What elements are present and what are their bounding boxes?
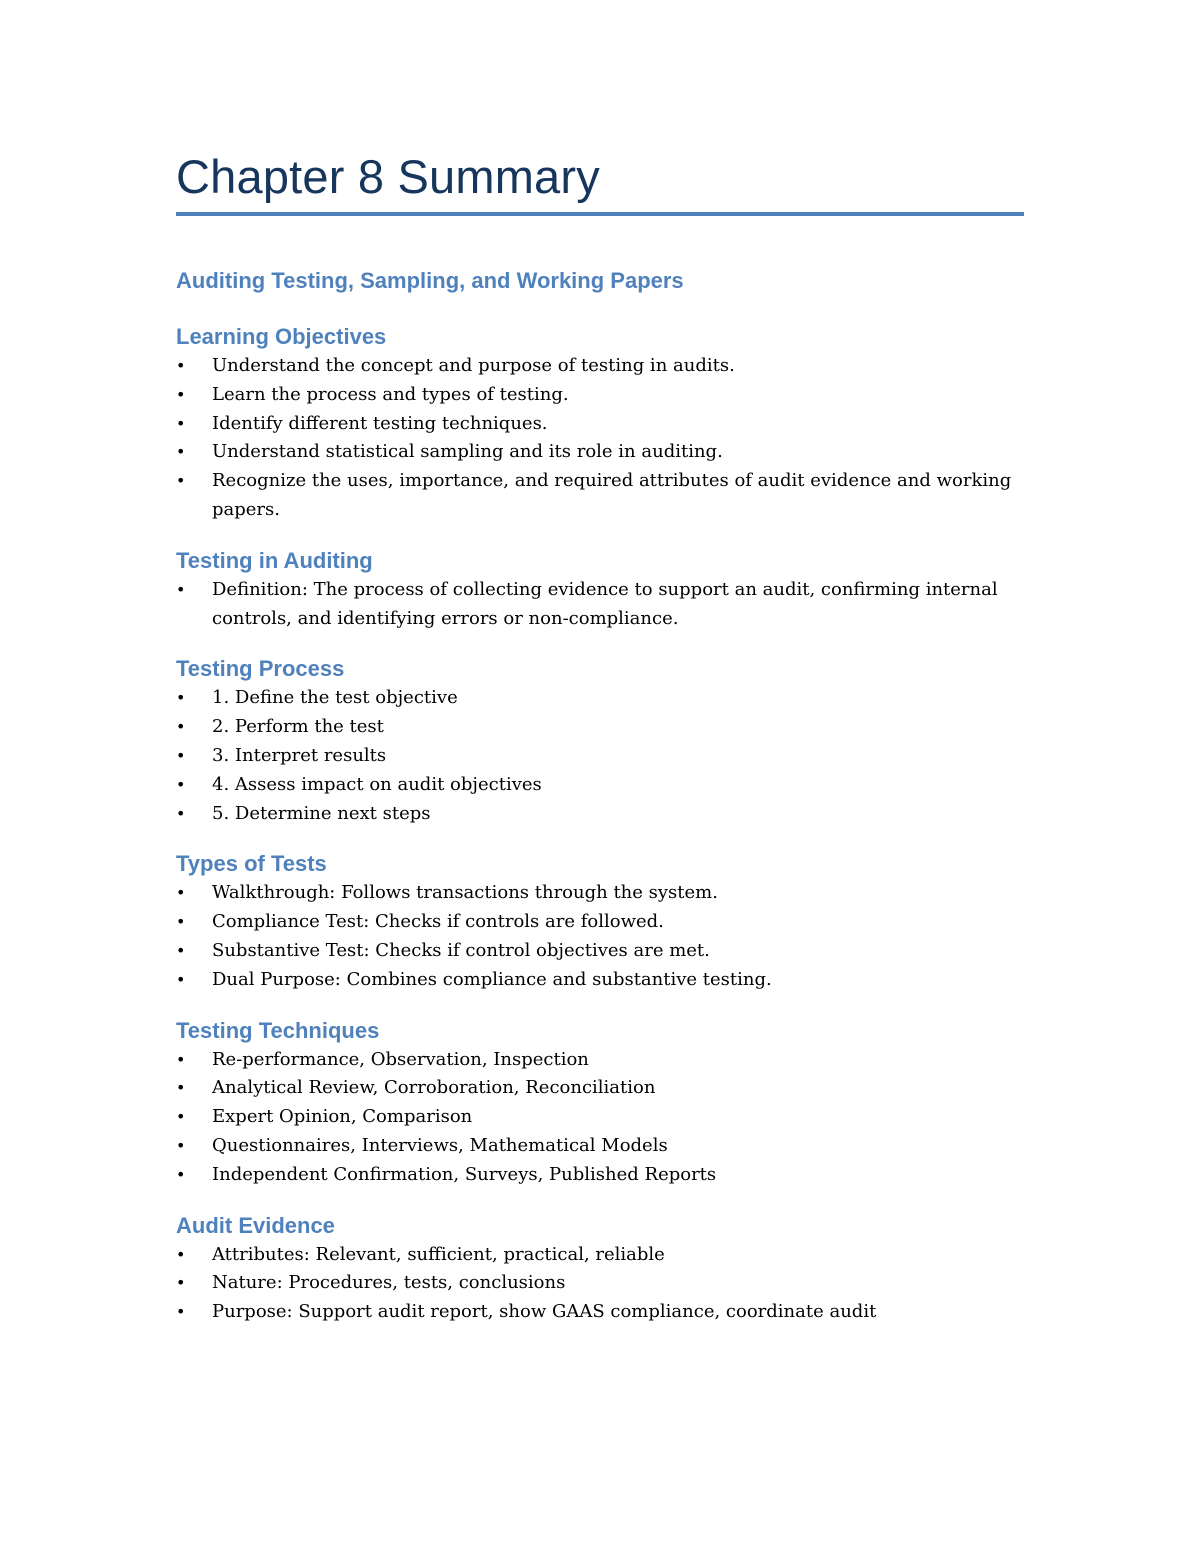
list-item-text: Learn the process and types of testing.	[212, 383, 569, 405]
bullet-icon: •	[176, 579, 186, 599]
list-item	[176, 800, 1024, 829]
list-item-text: Analytical Review, Corroboration, Reconciliation	[212, 1077, 656, 1099]
list-item	[176, 684, 1024, 713]
section-heading-testing-in-auditing: Testing in Auditing	[176, 547, 373, 573]
list-item	[176, 879, 1024, 908]
bullet-icon: •	[176, 883, 186, 903]
bullet-icon: •	[176, 1078, 186, 1098]
bullet-icon: •	[176, 1049, 186, 1069]
bullet-icon: •	[176, 745, 186, 765]
bullet-icon: •	[176, 912, 186, 932]
bullet-icon: •	[176, 1164, 186, 1184]
list-item	[176, 1074, 1024, 1103]
list-item-text: Understand the concept and purpose of testing in audits.	[212, 355, 735, 376]
list-item	[176, 771, 1024, 800]
list-item-text: Questionnaires, Interviews, Mathematical Models	[212, 1134, 668, 1156]
list-item-text: Compliance Test: Checks if controls are followed.	[212, 911, 664, 933]
bullet-icon: •	[176, 442, 186, 462]
list-item	[176, 467, 1024, 525]
section-heading-learning-objectives: Learning Objectives	[176, 324, 387, 349]
document-subtitle: Auditing Testing, Sampling, and Working Papers	[176, 268, 684, 293]
list-item	[176, 1241, 1024, 1270]
list-item-text: 1. Define the test objective	[212, 687, 458, 709]
bullet-icon: •	[176, 803, 186, 823]
bullet-icon: •	[176, 969, 186, 989]
document-page	[176, 148, 1024, 1327]
list-item	[176, 438, 1024, 467]
types-of-tests-list	[176, 879, 1024, 994]
list-item-text: Substantive Test: Checks if control objectives are met.	[212, 939, 710, 961]
bullet-icon: •	[176, 413, 186, 433]
list-item	[176, 937, 1024, 966]
list-item	[176, 576, 1024, 634]
title-underline-divider	[176, 212, 1024, 216]
list-item-text: Walkthrough: Follows transactions through the system.	[212, 882, 718, 904]
testing-in-auditing-list	[176, 576, 1024, 634]
list-item-text: Recognize the uses, importance, and required attributes of audit evidence and working papers.	[212, 470, 1012, 520]
section-heading-testing-techniques: Testing Techniques	[176, 1017, 380, 1043]
testing-techniques-list	[176, 1046, 1024, 1190]
list-item	[176, 381, 1024, 410]
list-item-text: Understand statistical sampling and its role in auditing.	[212, 441, 723, 463]
list-item-text: 4. Assess impact on audit objectives	[212, 773, 542, 795]
list-item	[176, 1161, 1024, 1190]
list-item	[176, 966, 1024, 995]
list-item-text: 3. Interpret results	[212, 744, 387, 766]
list-item-text: 5. Determine next steps	[212, 802, 431, 824]
list-item-text: Definition: The process of collecting evidence to support an audit, confirming internal controls, and identifying errors or non-compliance.	[212, 578, 998, 629]
bullet-icon: •	[176, 940, 186, 960]
learning-objectives-list	[176, 352, 1024, 525]
bullet-icon: •	[176, 384, 186, 404]
bullet-icon: •	[176, 1107, 186, 1127]
list-item-text: Re-performance, Observation, Inspection	[212, 1048, 589, 1070]
bullet-icon: •	[176, 471, 186, 491]
list-item-text: Expert Opinion, Comparison	[212, 1106, 473, 1128]
list-item	[176, 1132, 1024, 1161]
bullet-icon: •	[176, 774, 186, 794]
list-item	[176, 908, 1024, 937]
audit-evidence-list	[176, 1241, 1024, 1327]
bullet-icon: •	[176, 1273, 186, 1293]
list-item	[176, 1103, 1024, 1132]
list-item	[176, 742, 1024, 771]
bullet-icon: •	[176, 1244, 186, 1264]
bullet-icon: •	[176, 356, 186, 375]
list-item-text: Dual Purpose: Combines compliance and substantive testing.	[212, 968, 772, 990]
testing-process-list	[176, 684, 1024, 828]
list-item	[176, 352, 1024, 381]
list-item-text: Purpose: Support audit report, show GAAS compliance, coordinate audit	[212, 1301, 877, 1323]
list-item-text: Identify different testing techniques.	[212, 412, 548, 434]
list-item	[176, 1298, 1024, 1327]
list-item	[176, 1046, 1024, 1075]
list-item	[176, 713, 1024, 742]
section-heading-types-of-tests: Types of Tests	[176, 851, 327, 877]
list-item-text: Independent Confirmation, Surveys, Published Reports	[212, 1163, 717, 1185]
list-item	[176, 1269, 1024, 1298]
bullet-icon: •	[176, 1135, 186, 1155]
list-item-text: Nature: Procedures, tests, conclusions	[212, 1272, 566, 1294]
section-heading-testing-process: Testing Process	[176, 656, 345, 682]
bullet-icon: •	[176, 717, 186, 737]
list-item-text: 2. Perform the test	[212, 716, 384, 738]
section-heading-audit-evidence: Audit Evidence	[176, 1212, 335, 1238]
list-item	[176, 410, 1024, 439]
page-title: Chapter 8 Summary	[176, 150, 600, 203]
bullet-icon: •	[176, 688, 186, 708]
bullet-icon: •	[176, 1302, 186, 1322]
list-item-text: Attributes: Relevant, sufficient, practical, reliable	[212, 1243, 665, 1265]
